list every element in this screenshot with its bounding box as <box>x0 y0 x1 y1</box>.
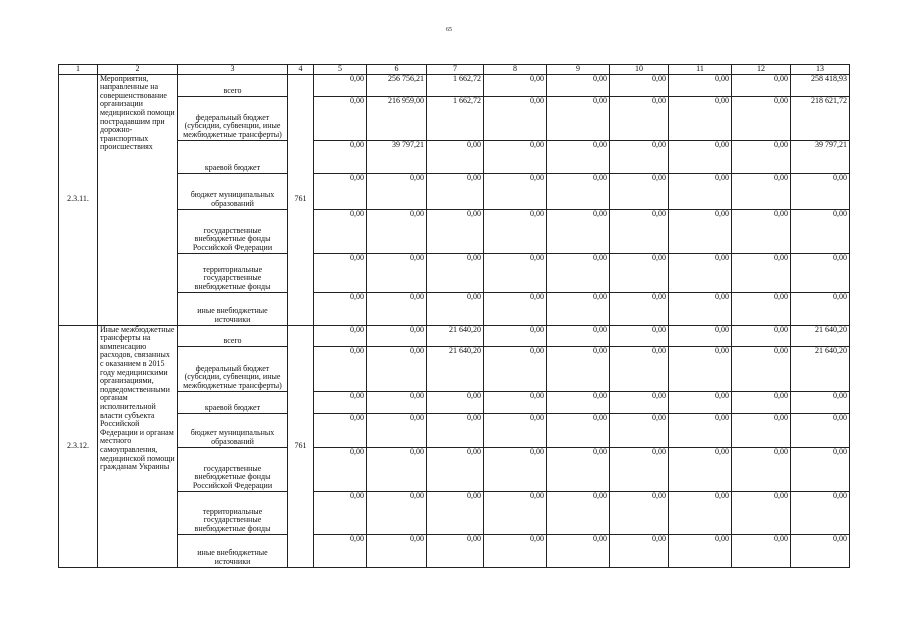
table-row <box>59 346 850 391</box>
funding-source: государственные внебюджетные фонды Российской Федерации <box>178 447 288 491</box>
value-cell: 0,00 <box>669 209 732 253</box>
value-cell: 0,00 <box>484 447 547 491</box>
value-cell: 0,00 <box>610 491 669 534</box>
value-cell: 0,00 <box>314 447 367 491</box>
value-cell: 0,00 <box>669 346 732 391</box>
value-cell: 0,00 <box>732 209 791 253</box>
value-cell: 0,00 <box>314 325 367 346</box>
value-cell: 0,00 <box>732 292 791 325</box>
column-4-code: 761 <box>288 74 314 325</box>
value-cell: 0,00 <box>669 491 732 534</box>
value-cell: 0,00 <box>547 173 610 209</box>
funding-source: всего <box>178 74 288 96</box>
header-cell: 8 <box>484 65 547 75</box>
value-cell: 21 640,20 <box>427 346 484 391</box>
funding-source: территориальные государственные внебюджетные фонды <box>178 491 288 534</box>
value-cell: 0,00 <box>610 413 669 447</box>
funding-source: иные внебюджетные источники <box>178 534 288 567</box>
value-cell: 0,00 <box>669 391 732 413</box>
value-cell: 0,00 <box>610 534 669 567</box>
table-row <box>59 391 850 413</box>
header-cell: 1 <box>59 65 98 75</box>
value-cell: 0,00 <box>547 391 610 413</box>
value-cell: 0,00 <box>610 253 669 292</box>
value-cell: 0,00 <box>732 346 791 391</box>
value-cell: 0,00 <box>732 491 791 534</box>
funding-source: краевой бюджет <box>178 391 288 413</box>
header-cell: 2 <box>98 65 178 75</box>
value-cell: 0,00 <box>669 173 732 209</box>
header-cell: 11 <box>669 65 732 75</box>
item-code: 2.3.12. <box>59 325 98 567</box>
value-cell: 0,00 <box>547 413 610 447</box>
value-cell: 0,00 <box>669 253 732 292</box>
value-cell: 0,00 <box>547 447 610 491</box>
value-cell: 0,00 <box>484 140 547 173</box>
header-cell: 7 <box>427 65 484 75</box>
value-cell: 21 640,20 <box>791 346 850 391</box>
value-cell: 0,00 <box>669 534 732 567</box>
header-cell: 3 <box>178 65 288 75</box>
value-cell: 0,00 <box>427 491 484 534</box>
value-cell: 0,00 <box>484 391 547 413</box>
funding-source: иные внебюджетные источники <box>178 292 288 325</box>
value-cell: 0,00 <box>791 491 850 534</box>
value-cell: 39 797,21 <box>367 140 427 173</box>
table-row <box>59 491 850 534</box>
header-cell: 5 <box>314 65 367 75</box>
value-cell: 0,00 <box>791 292 850 325</box>
value-cell: 0,00 <box>610 173 669 209</box>
value-cell: 0,00 <box>484 292 547 325</box>
value-cell: 0,00 <box>791 391 850 413</box>
table-row <box>59 447 850 491</box>
value-cell: 0,00 <box>610 346 669 391</box>
table-row <box>59 140 850 173</box>
value-cell: 0,00 <box>484 346 547 391</box>
table-row <box>59 534 850 567</box>
value-cell: 0,00 <box>484 413 547 447</box>
value-cell: 0,00 <box>314 391 367 413</box>
value-cell: 0,00 <box>314 96 367 140</box>
funding-source: федеральный бюджет (субсидии, субвенции, иные межбюджетные трансферты) <box>178 96 288 140</box>
value-cell: 0,00 <box>732 325 791 346</box>
value-cell: 0,00 <box>427 391 484 413</box>
funding-source: территориальные государственные внебюджетные фонды <box>178 253 288 292</box>
value-cell: 0,00 <box>484 74 547 96</box>
value-cell: 0,00 <box>367 534 427 567</box>
value-cell: 0,00 <box>427 534 484 567</box>
value-cell: 0,00 <box>427 209 484 253</box>
value-cell: 0,00 <box>427 253 484 292</box>
value-cell: 0,00 <box>669 74 732 96</box>
value-cell: 0,00 <box>427 413 484 447</box>
value-cell: 0,00 <box>669 140 732 173</box>
value-cell: 0,00 <box>484 173 547 209</box>
value-cell: 0,00 <box>314 74 367 96</box>
value-cell: 0,00 <box>314 346 367 391</box>
value-cell: 0,00 <box>427 173 484 209</box>
value-cell: 0,00 <box>484 325 547 346</box>
value-cell: 0,00 <box>610 209 669 253</box>
value-cell: 216 959,00 <box>367 96 427 140</box>
value-cell: 0,00 <box>610 292 669 325</box>
value-cell: 0,00 <box>367 209 427 253</box>
value-cell: 0,00 <box>314 491 367 534</box>
value-cell: 0,00 <box>791 173 850 209</box>
value-cell: 0,00 <box>791 447 850 491</box>
table-row <box>59 292 850 325</box>
value-cell: 0,00 <box>791 253 850 292</box>
value-cell: 0,00 <box>669 325 732 346</box>
item-description: Иные межбюджетные трансферты на компенсацию расходов, связанных с оказанием в 2015 году медицинскими организациями, подведомственными органам исполнительной власти субъекта Российской Федерации и органам местного самоуправления, медицинской помощи гражданам Украины <box>98 325 178 567</box>
table-row <box>59 209 850 253</box>
value-cell: 0,00 <box>367 413 427 447</box>
value-cell: 0,00 <box>732 140 791 173</box>
funding-source: федеральный бюджет (субсидии, субвенции, иные межбюджетные трансферты) <box>178 346 288 391</box>
table-row <box>59 253 850 292</box>
value-cell: 39 797,21 <box>791 140 850 173</box>
value-cell: 0,00 <box>484 209 547 253</box>
value-cell: 0,00 <box>314 534 367 567</box>
value-cell: 0,00 <box>610 140 669 173</box>
value-cell: 0,00 <box>367 447 427 491</box>
value-cell: 0,00 <box>791 209 850 253</box>
value-cell: 0,00 <box>314 292 367 325</box>
value-cell: 0,00 <box>791 413 850 447</box>
value-cell: 0,00 <box>610 391 669 413</box>
value-cell: 256 756,21 <box>367 74 427 96</box>
header-cell: 12 <box>732 65 791 75</box>
funding-source: бюджет муниципальных образований <box>178 413 288 447</box>
header-cell: 13 <box>791 65 850 75</box>
funding-source: всего <box>178 325 288 346</box>
value-cell: 0,00 <box>427 140 484 173</box>
value-cell: 0,00 <box>484 253 547 292</box>
value-cell: 0,00 <box>367 173 427 209</box>
value-cell: 0,00 <box>547 209 610 253</box>
funding-source: бюджет муниципальных образований <box>178 173 288 209</box>
value-cell: 0,00 <box>314 413 367 447</box>
value-cell: 0,00 <box>367 391 427 413</box>
funding-source: краевой бюджет <box>178 140 288 173</box>
value-cell: 0,00 <box>610 325 669 346</box>
value-cell: 0,00 <box>367 253 427 292</box>
value-cell: 0,00 <box>547 292 610 325</box>
value-cell: 1 662,72 <box>427 74 484 96</box>
value-cell: 0,00 <box>791 534 850 567</box>
page-number: 65 <box>446 27 452 33</box>
value-cell: 0,00 <box>547 253 610 292</box>
value-cell: 0,00 <box>367 292 427 325</box>
value-cell: 0,00 <box>484 491 547 534</box>
funding-source: государственные внебюджетные фонды Российской Федерации <box>178 209 288 253</box>
value-cell: 1 662,72 <box>427 96 484 140</box>
header-cell: 9 <box>547 65 610 75</box>
item-code: 2.3.11. <box>59 74 98 325</box>
value-cell: 0,00 <box>610 447 669 491</box>
header-cell: 4 <box>288 65 314 75</box>
table-row <box>59 74 850 96</box>
value-cell: 0,00 <box>547 74 610 96</box>
value-cell: 0,00 <box>732 413 791 447</box>
value-cell: 21 640,20 <box>791 325 850 346</box>
value-cell: 0,00 <box>547 96 610 140</box>
value-cell: 0,00 <box>732 447 791 491</box>
header-cell: 10 <box>610 65 669 75</box>
value-cell: 21 640,20 <box>427 325 484 346</box>
value-cell: 0,00 <box>610 96 669 140</box>
value-cell: 0,00 <box>669 292 732 325</box>
value-cell: 0,00 <box>314 209 367 253</box>
value-cell: 0,00 <box>484 534 547 567</box>
value-cell: 0,00 <box>427 292 484 325</box>
value-cell: 0,00 <box>732 173 791 209</box>
table-row <box>59 325 850 346</box>
value-cell: 0,00 <box>732 391 791 413</box>
value-cell: 0,00 <box>367 491 427 534</box>
value-cell: 0,00 <box>669 447 732 491</box>
budget-table <box>58 64 850 568</box>
value-cell: 0,00 <box>547 491 610 534</box>
item-description: Мероприятия, направленные на совершенствование организации медицинской помощи пострадавшим при дорожно-транспортных происшествиях <box>98 74 178 325</box>
header-row <box>59 65 850 75</box>
value-cell: 0,00 <box>314 140 367 173</box>
value-cell: 0,00 <box>547 140 610 173</box>
table-row <box>59 173 850 209</box>
value-cell: 0,00 <box>547 346 610 391</box>
value-cell: 0,00 <box>427 447 484 491</box>
value-cell: 0,00 <box>314 253 367 292</box>
value-cell: 258 418,93 <box>791 74 850 96</box>
column-4-code: 761 <box>288 325 314 567</box>
value-cell: 0,00 <box>367 346 427 391</box>
value-cell: 0,00 <box>367 325 427 346</box>
value-cell: 0,00 <box>669 413 732 447</box>
value-cell: 0,00 <box>547 534 610 567</box>
value-cell: 0,00 <box>547 325 610 346</box>
value-cell: 0,00 <box>732 96 791 140</box>
value-cell: 218 621,72 <box>791 96 850 140</box>
header-cell: 6 <box>367 65 427 75</box>
value-cell: 0,00 <box>732 534 791 567</box>
value-cell: 0,00 <box>314 173 367 209</box>
table-row <box>59 413 850 447</box>
value-cell: 0,00 <box>669 96 732 140</box>
value-cell: 0,00 <box>732 74 791 96</box>
value-cell: 0,00 <box>484 96 547 140</box>
value-cell: 0,00 <box>732 253 791 292</box>
table-row <box>59 96 850 140</box>
value-cell: 0,00 <box>610 74 669 96</box>
